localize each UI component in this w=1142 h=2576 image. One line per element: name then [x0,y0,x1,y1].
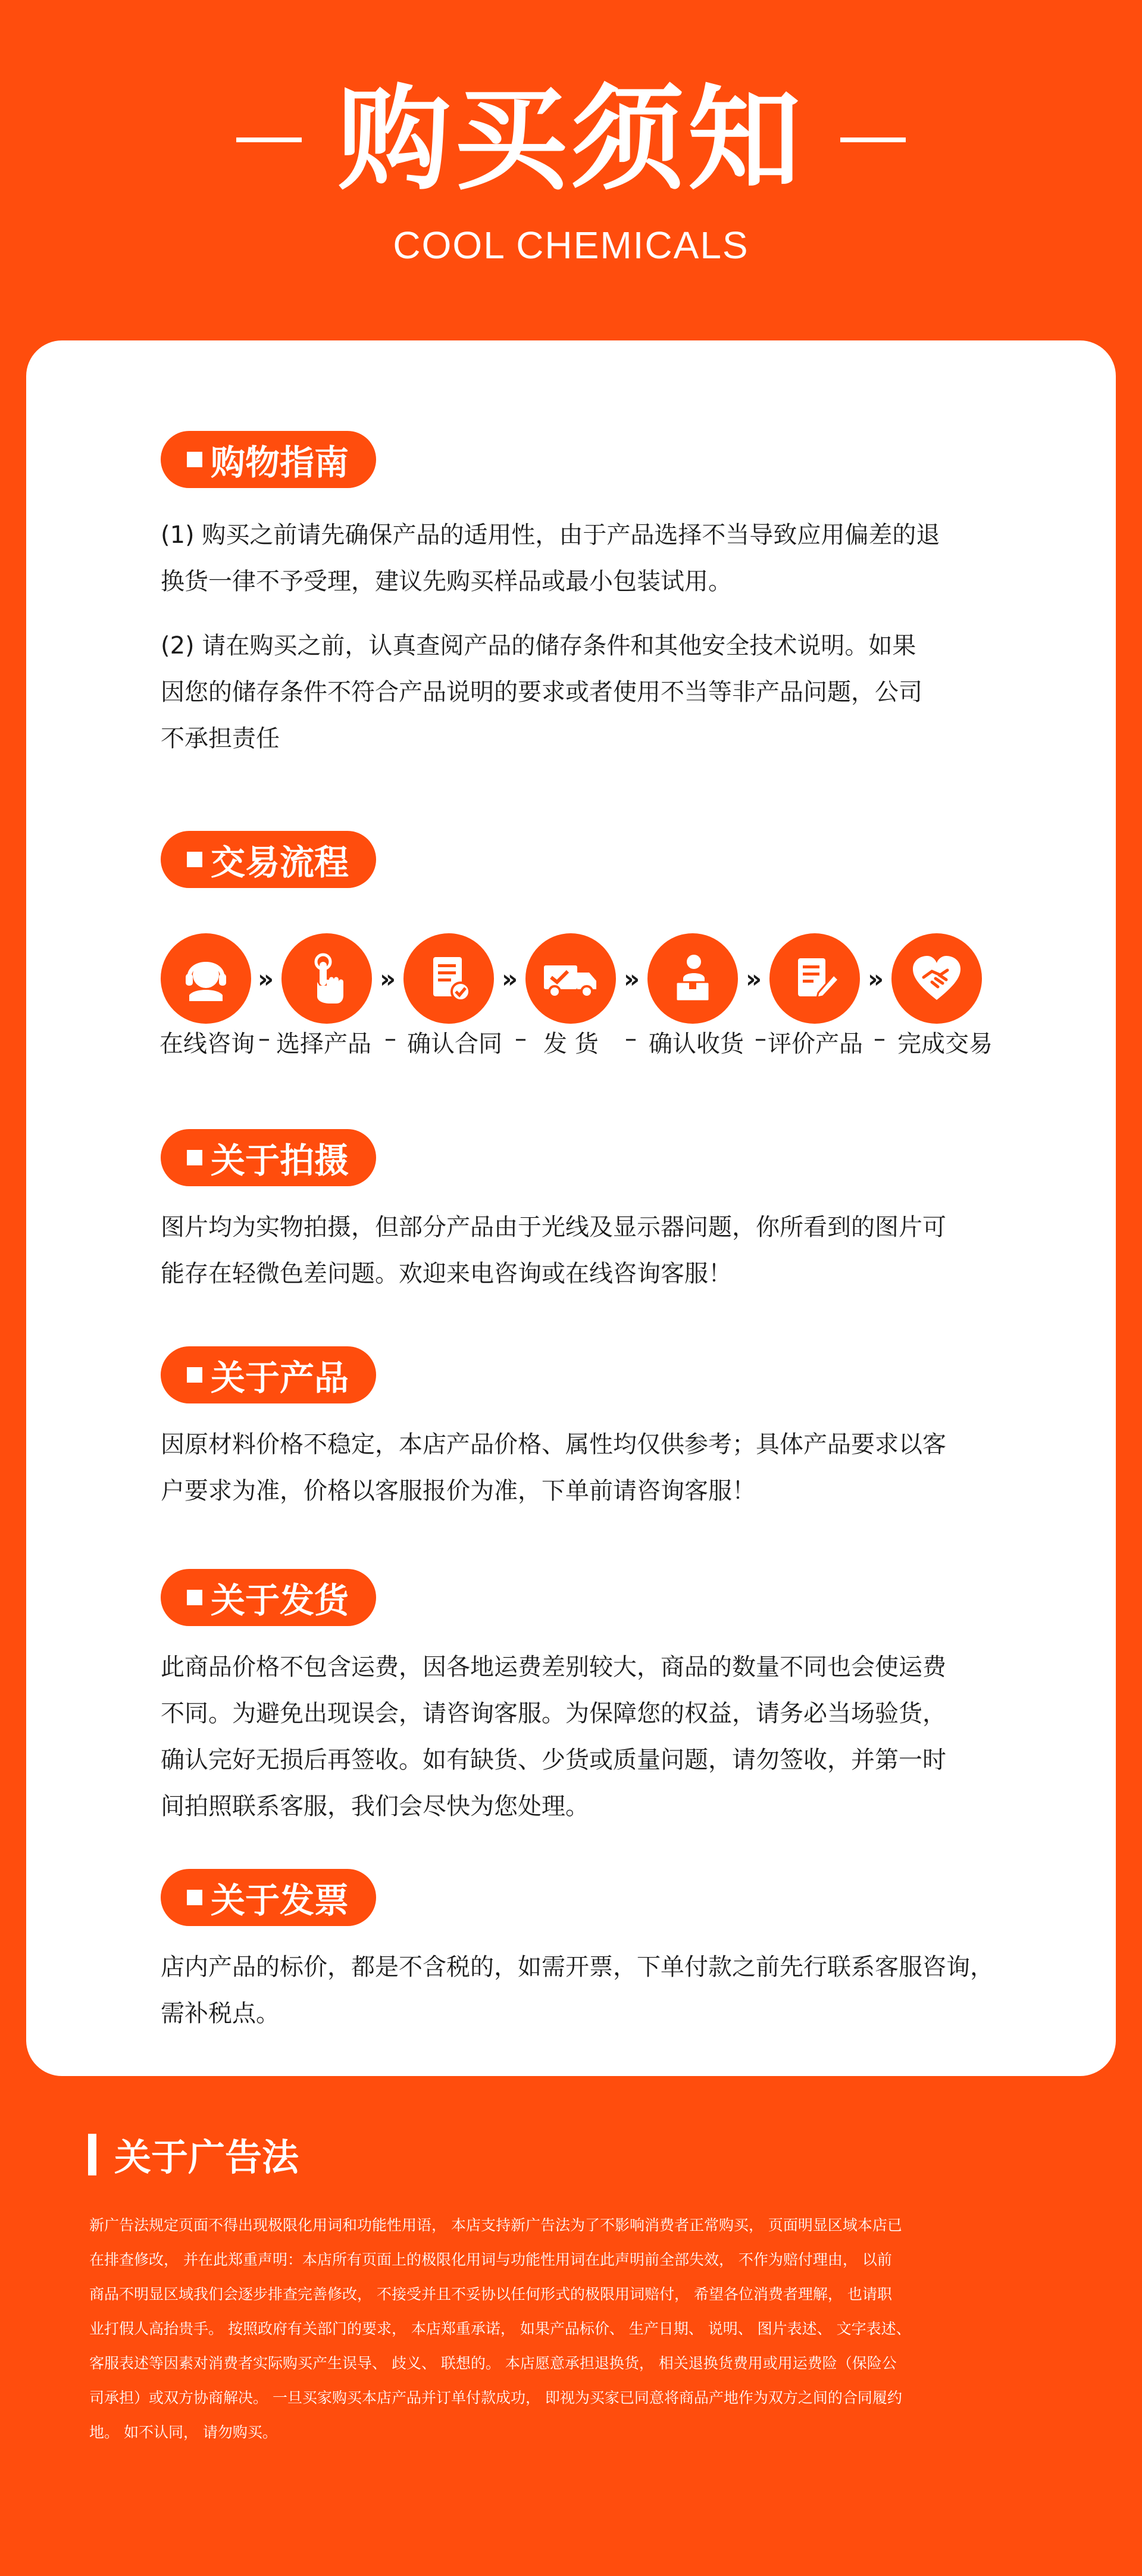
step-separator: – [515,1025,527,1052]
tap-hand-icon [281,933,372,1024]
section-heading-pill [161,1346,376,1403]
title-row [0,74,1142,205]
photos-line: 图片均为实物拍摄，但部分产品由于光线及显示器问题，你所看到的图片可 [161,1214,946,1241]
step-label: 完成交易 [897,1030,993,1058]
product-line: 因原材料价格不稳定，本店产品价格、属性均仅供参考；具体产品要求以客 [161,1431,946,1458]
product-line: 户要求为准，价格以客服报价为准，下单前请咨询客服！ [161,1477,756,1505]
section-heading-text: 关于发票 [211,1880,349,1921]
step-label: 发 货 [543,1030,599,1058]
section-trade-process [161,831,994,888]
ad-law-line: 商品不明显区域我们会逐步排查完善修改， 不接受并且不妥协以任何形式的极限用词赔付， 希望各位消费者理解， 也请职 [89,2286,892,2303]
chevron-right-icon: » [258,964,274,993]
chevron-right-icon: » [868,964,884,993]
shipping-line: 间拍照联系客服，我们会尽快为您处理。 [161,1793,589,1820]
step-label: 选择产品 [276,1030,371,1058]
section-heading-pill [161,831,376,888]
square-bullet-icon [187,1367,202,1383]
step-separator: – [874,1025,886,1052]
step-separator: – [755,1025,766,1052]
step-label: 确认合同 [407,1030,502,1058]
brand-subtitle: COOL CHEMICALS [393,224,749,267]
chevron-right-icon: » [746,964,762,993]
section-heading-text: 关于发货 [211,1580,349,1621]
ad-law-line: 新广告法规定页面不得出现极限化用词和功能性用语， 本店支持新广告法为了不影响消费者正常购买， 页面明显区域本店已 [89,2217,902,2234]
receive-package-icon [647,933,738,1024]
process-step-labels [159,1025,999,1061]
step-separator: – [258,1025,270,1052]
page-header [0,0,1142,333]
ad-law-line: 客服表述等因素对消费者实际购买产生误导、 歧义、 联想的。 本店愿意承担退换货， 相关退换货费用或用运费险（保险公 [89,2355,897,2372]
section-product [161,1346,994,1514]
section-heading-text: 关于拍摄 [211,1140,349,1181]
ad-law-text [89,2208,1065,2450]
process-steps [161,933,982,1028]
title-dash-right [840,137,906,142]
step-label: 评价产品 [768,1030,863,1058]
step-label: 在线咨询 [159,1030,255,1058]
square-bullet-icon [187,1590,202,1605]
chevron-right-icon: » [502,964,518,993]
ad-law-line: 业打假人高抬贵手。 按照政府有关部门的要求， 本店郑重承诺， 如果产品标价、 生产日期、 说明、 图片表述、 文字表述、 [89,2320,911,2337]
section-shipping [161,1569,994,1830]
shipping-line: 此商品价格不包含运费，因各地运费差别较大，商品的数量不同也会使运费 [161,1653,946,1681]
ad-law-title: 关于广告法 [114,2136,299,2179]
square-bullet-icon [187,452,202,467]
section-heading-text: 交易流程 [211,842,349,883]
photos-line: 能存在轻微色差问题。欢迎来电咨询或在线咨询客服！ [161,1260,732,1287]
section-heading-text: 购物指南 [211,442,349,483]
square-bullet-icon [187,1150,202,1165]
title-dash-left [236,137,302,142]
guide-line: 不承担责任 [161,725,280,752]
heading-bar [88,2134,96,2175]
section-invoice [161,1869,994,2037]
square-bullet-icon [187,1890,202,1905]
guide-line: (2) 请在购买之前，认真查阅产品的储存条件和其他安全技术说明。如果 [161,632,916,659]
step-separator: – [625,1025,637,1052]
section-heading-text: 关于产品 [211,1358,349,1398]
ad-law-line: 地。 如不认同， 请勿购买。 [89,2424,277,2441]
shipping-line: 不同。为避免出现误会，请咨询客服。为保障您的权益，请务必当场验货， [161,1700,946,1727]
guide-line: 因您的储存条件不符合产品说明的要求或者使用不当等非产品问题，公司 [161,679,922,706]
handshake-heart-icon [891,933,982,1024]
chevron-right-icon: » [624,964,640,993]
invoice-line: 店内产品的标价，都是不含税的，如需开票，下单付款之前先行联系客服咨询， [161,1953,994,1981]
ad-law-heading [88,2128,299,2181]
section-heading-pill [161,1869,376,1926]
guide-line: (1) 购买之前请先确保产品的适用性，由于产品选择不当导致应用偏差的退 [161,521,940,549]
chevron-right-icon: » [380,964,396,993]
section-photography [161,1129,994,1297]
page-title: 购买须知 [337,74,805,205]
step-separator: – [384,1025,396,1052]
review-edit-icon [769,933,860,1024]
section-heading-pill [161,431,376,488]
delivery-truck-icon [525,933,616,1024]
invoice-line: 需补税点。 [161,2000,280,2027]
section-heading-pill [161,1129,376,1186]
section-shopping-guide [161,431,994,762]
square-bullet-icon [187,852,202,867]
guide-line: 换货一律不予受理，建议先购买样品或最小包装试用。 [161,568,732,595]
customer-service-icon [161,933,251,1024]
ad-law-line: 司承担）或双方协商解决。 一旦买家购买本店产品并订单付款成功， 即视为买家已同意将商品产地作为双方之间的合同履约 [89,2389,902,2406]
section-heading-pill [161,1569,376,1626]
step-label: 确认收货 [649,1030,744,1058]
shipping-line: 确认完好无损后再签收。如有缺货、少货或质量问题，请勿签收，并第一时 [161,1746,946,1774]
ad-law-line: 在排查修改， 并在此郑重声明：本店所有页面上的极限化用词与功能性用词在此声明前全部失效， 不作为赔付理由， 以前 [89,2251,892,2268]
contract-icon [403,933,494,1024]
